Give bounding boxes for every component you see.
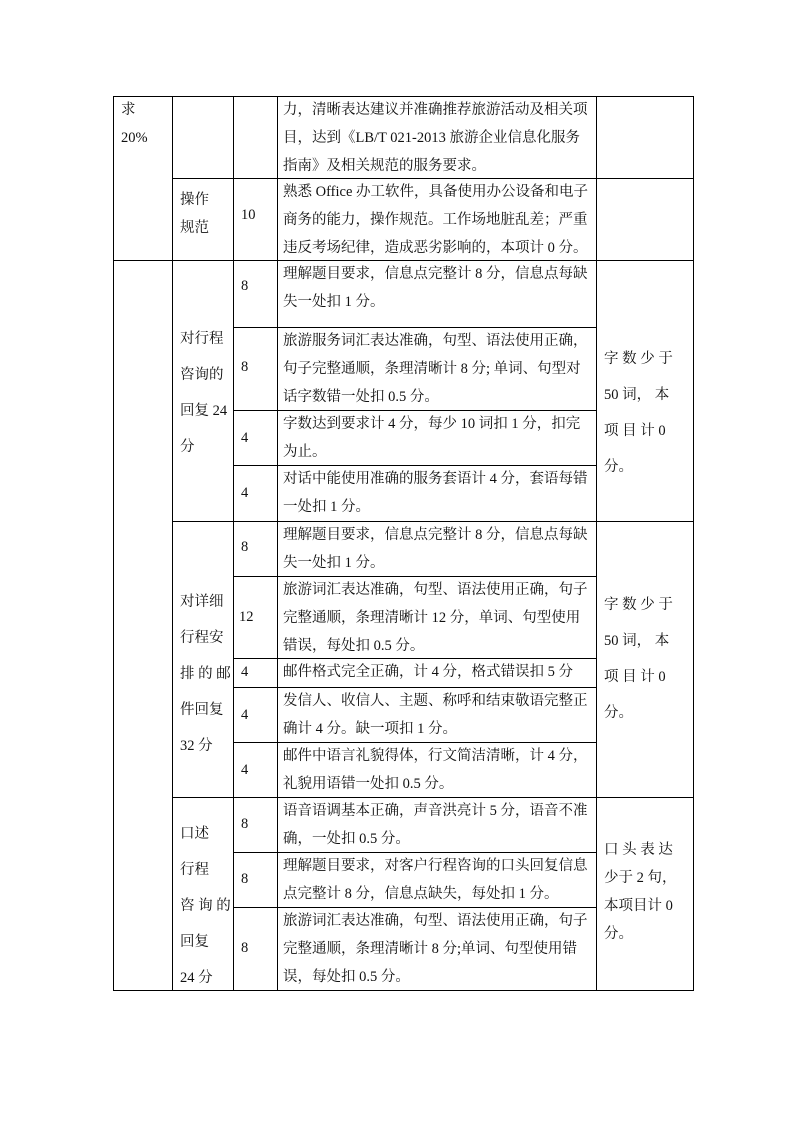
note-text: 本项目计 0	[604, 898, 673, 914]
criteria-text: 理解题目要求，信息点完整计 8 分，信息点每缺失一处扣 1 分。	[283, 266, 588, 310]
criteria-text: 熟悉 Office 办工软件，具备使用办公设备和电子商务的能力，操作规范。工作场地脏乱差；严重违反考场纪律，造成恶劣影响的，本项计 0 分。	[283, 184, 589, 256]
note-cell	[604, 587, 688, 731]
note-text: 字 数 少 于	[604, 351, 673, 367]
category-text: 20%	[121, 130, 148, 146]
note-text: 分。	[604, 705, 633, 721]
group-label-text: 分	[180, 439, 195, 455]
note-text: 字 数 少 于	[604, 597, 673, 613]
group-label	[180, 584, 232, 764]
group-label-text: 咨 询 的	[180, 898, 231, 914]
score-cell: 4	[241, 430, 249, 446]
group-label-text: 口述	[180, 826, 209, 842]
category-cell	[121, 96, 169, 152]
group-label-text: 32 分	[180, 738, 213, 754]
note-text: 项 目 计 0	[604, 423, 666, 439]
group-label-text: 对行程	[180, 331, 224, 347]
score-cell: 4	[241, 707, 249, 723]
category-text: 求	[121, 102, 136, 118]
score-cell: 8	[241, 539, 249, 555]
note-cell	[604, 836, 688, 948]
table-border-left	[113, 96, 114, 991]
group-label-text: 回复 24	[180, 403, 228, 419]
group-label-text: 件回复	[180, 702, 224, 718]
score-cell: 4	[241, 664, 249, 680]
note-text: 分。	[604, 459, 633, 475]
group-label-text: 行程安	[180, 630, 224, 646]
sub-item-text: 规范	[180, 220, 209, 236]
score-cell: 8	[241, 816, 249, 832]
criteria-text: 旅游服务词汇表达准确，句型、语法使用正确，句子完整通顺，条理清晰计 8 分; 单词、句型对话字数错一处扣 0.5 分。	[283, 333, 588, 405]
col-line-3	[277, 96, 278, 991]
score-cell: 12	[239, 609, 254, 625]
note-text: 50 词， 本	[604, 633, 670, 649]
sub-item-text: 操作	[180, 192, 209, 208]
sub-item-label	[180, 186, 230, 242]
score-cell: 8	[241, 278, 249, 294]
col-line-2	[233, 96, 234, 991]
criteria-text: 旅游词汇表达准确，句型、语法使用正确，句子完整通顺，条理清晰计 8 分;单词、句型使用错误，每处扣 0.5 分。	[283, 913, 588, 985]
col-line-4	[596, 96, 597, 991]
criteria-text: 语音语调基本正确，声音洪亮计 5 分，语音不准确，一处扣 0.5 分。	[283, 803, 588, 847]
score-cell: 10	[241, 207, 256, 223]
criteria-text: 力，清晰表达建议并准确推荐旅游活动及相关项目，达到《LB/T 021-2013 旅游企业信息化服务指南》及相关规范的服务要求。	[283, 102, 588, 174]
note-text: 少于 2 句，	[604, 870, 677, 886]
score-cell: 8	[241, 940, 249, 956]
group-label-text: 行程	[180, 862, 209, 878]
note-text: 口 头 表 达	[604, 842, 673, 858]
table-border-right	[693, 96, 694, 991]
group-label-text: 咨询的	[180, 367, 224, 383]
score-cell: 4	[241, 762, 249, 778]
score-cell: 4	[241, 485, 249, 501]
criteria-text: 邮件中语言礼貌得体，行文简洁清晰，计 4 分，礼貌用语错一处扣 0.5 分。	[283, 748, 588, 792]
group-label-text: 对详细	[180, 594, 224, 610]
criteria-text: 理解题目要求，信息点完整计 8 分，信息点每缺失一处扣 1 分。	[283, 527, 588, 571]
group-label-text: 24 分	[180, 970, 213, 986]
criteria-text: 旅游词汇表达准确，句型、语法使用正确，句子完整通顺，条理清晰计 12 分，单词、句型使用错误，每处扣 0.5 分。	[283, 582, 588, 654]
criteria-text: 理解题目要求，对客户行程咨询的口头回复信息点完整计 8 分，信息点缺失，每处扣 1 分。	[283, 858, 588, 902]
group-label	[180, 816, 232, 996]
note-text: 50 词， 本	[604, 387, 670, 403]
group-label-text: 回复	[180, 934, 209, 950]
criteria-text: 对话中能使用准确的服务套语计 4 分，套语每错一处扣 1 分。	[283, 471, 588, 515]
score-cell: 8	[241, 359, 249, 375]
criteria-text: 字数达到要求计 4 分，每少 10 词扣 1 分，扣完为止。	[283, 416, 581, 460]
scoring-table	[113, 96, 694, 991]
criteria-text: 发信人、收信人、主题、称呼和结束敬语完整正确计 4 分。缺一项扣 1 分。	[283, 693, 588, 737]
score-cell: 8	[241, 871, 249, 887]
note-cell	[604, 341, 688, 485]
col-line-1	[172, 96, 173, 991]
group-label	[180, 321, 232, 465]
note-text: 分。	[604, 926, 633, 942]
criteria-text: 邮件格式完全正确，计 4 分，格式错误扣 5 分	[283, 664, 573, 680]
note-text: 项 目 计 0	[604, 669, 666, 685]
group-label-text: 排 的 邮	[180, 666, 231, 682]
